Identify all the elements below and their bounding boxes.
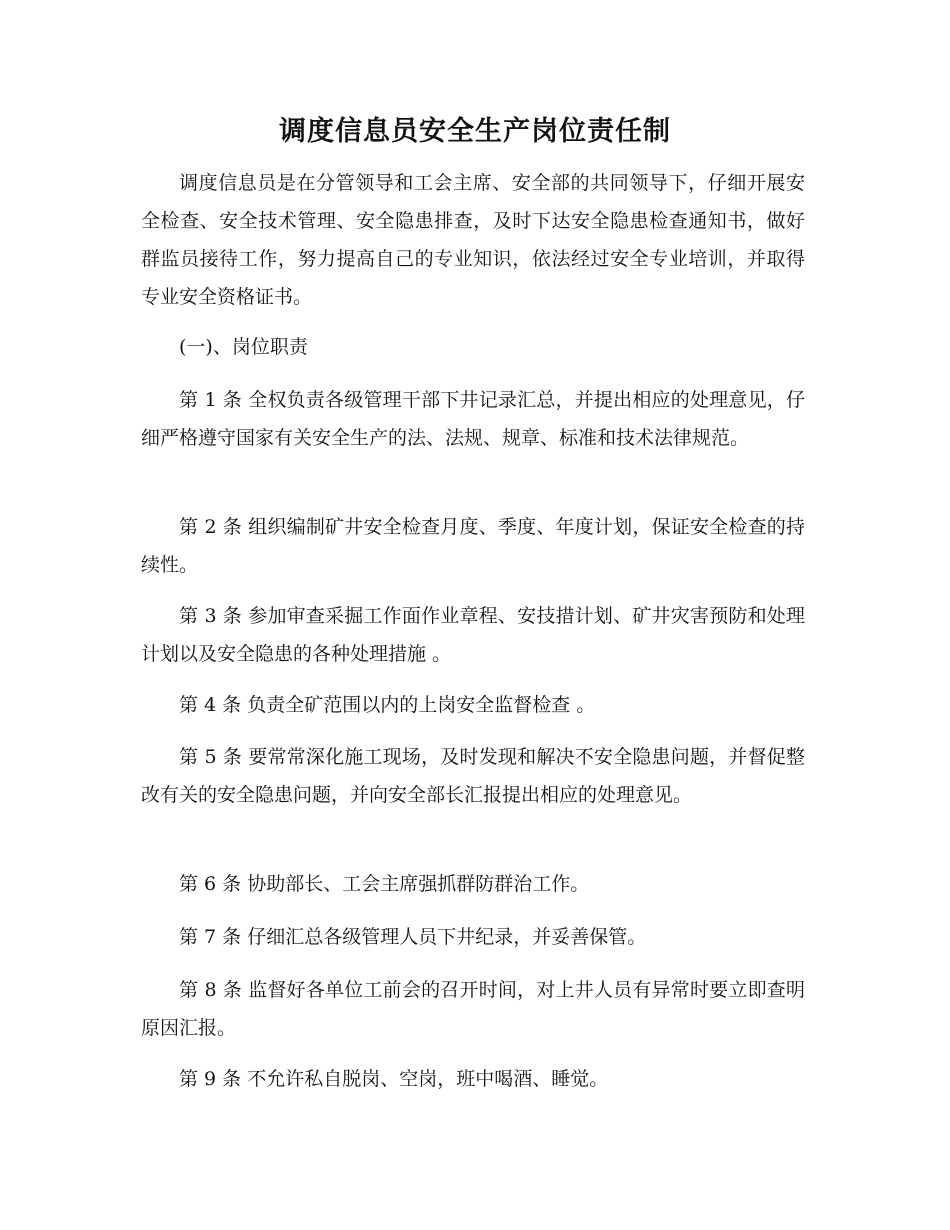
article-8: 第 8 条 监督好各单位工前会的召开时间，对上井人员有异常时要立即查明原因汇报。 (141, 979, 805, 1039)
article-4: 第 4 条 负责全矿范围以内的上岗安全监督检查 。 (179, 694, 596, 716)
document-title: 调度信息员安全生产岗位责任制 (279, 116, 671, 147)
article-5: 第 5 条 要常常深化施工现场，及时发现和解决不安全隐患问题，并督促整改有关的安全隐患问题，并向安全部长汇报提出相应的处理意见。 (141, 746, 805, 806)
section-heading: (一)、岗位职责 (179, 336, 308, 358)
article-1: 第 1 条 全权负责各级管理干部下井记录汇总，并提出相应的处理意见，仔细严格遵守国家有关安全生产的法、法规、规章、标准和技术法律规范。 (141, 389, 805, 449)
intro-paragraph: 调度信息员是在分管领导和工会主席、安全部的共同领导下，仔细开展安全检查、安全技术管理、安全隐患排查，及时下达安全隐患检查通知书，做好群监员接待工作，努力提高自己的专业知识，依法经过安全专业培训，并取得专业安全资格证书。 (141, 172, 805, 308)
article-2: 第 2 条 组织编制矿井安全检查月度、季度、年度计划，保证安全检查的持续性。 (141, 516, 805, 576)
article-7: 第 7 条 仔细汇总各级管理人员下井纪录，并妥善保管。 (179, 926, 647, 948)
article-6: 第 6 条 协助部长、工会主席强抓群防群治工作。 (179, 873, 590, 895)
article-9: 第 9 条 不允许私自脱岗、空岗，班中喝酒、睡觉。 (179, 1068, 609, 1090)
article-3: 第 3 条 参加审查采掘工作面作业章程、安技措计划、矿井灾害预防和处理计划以及安全隐患的各种处理措施 。 (141, 605, 805, 665)
